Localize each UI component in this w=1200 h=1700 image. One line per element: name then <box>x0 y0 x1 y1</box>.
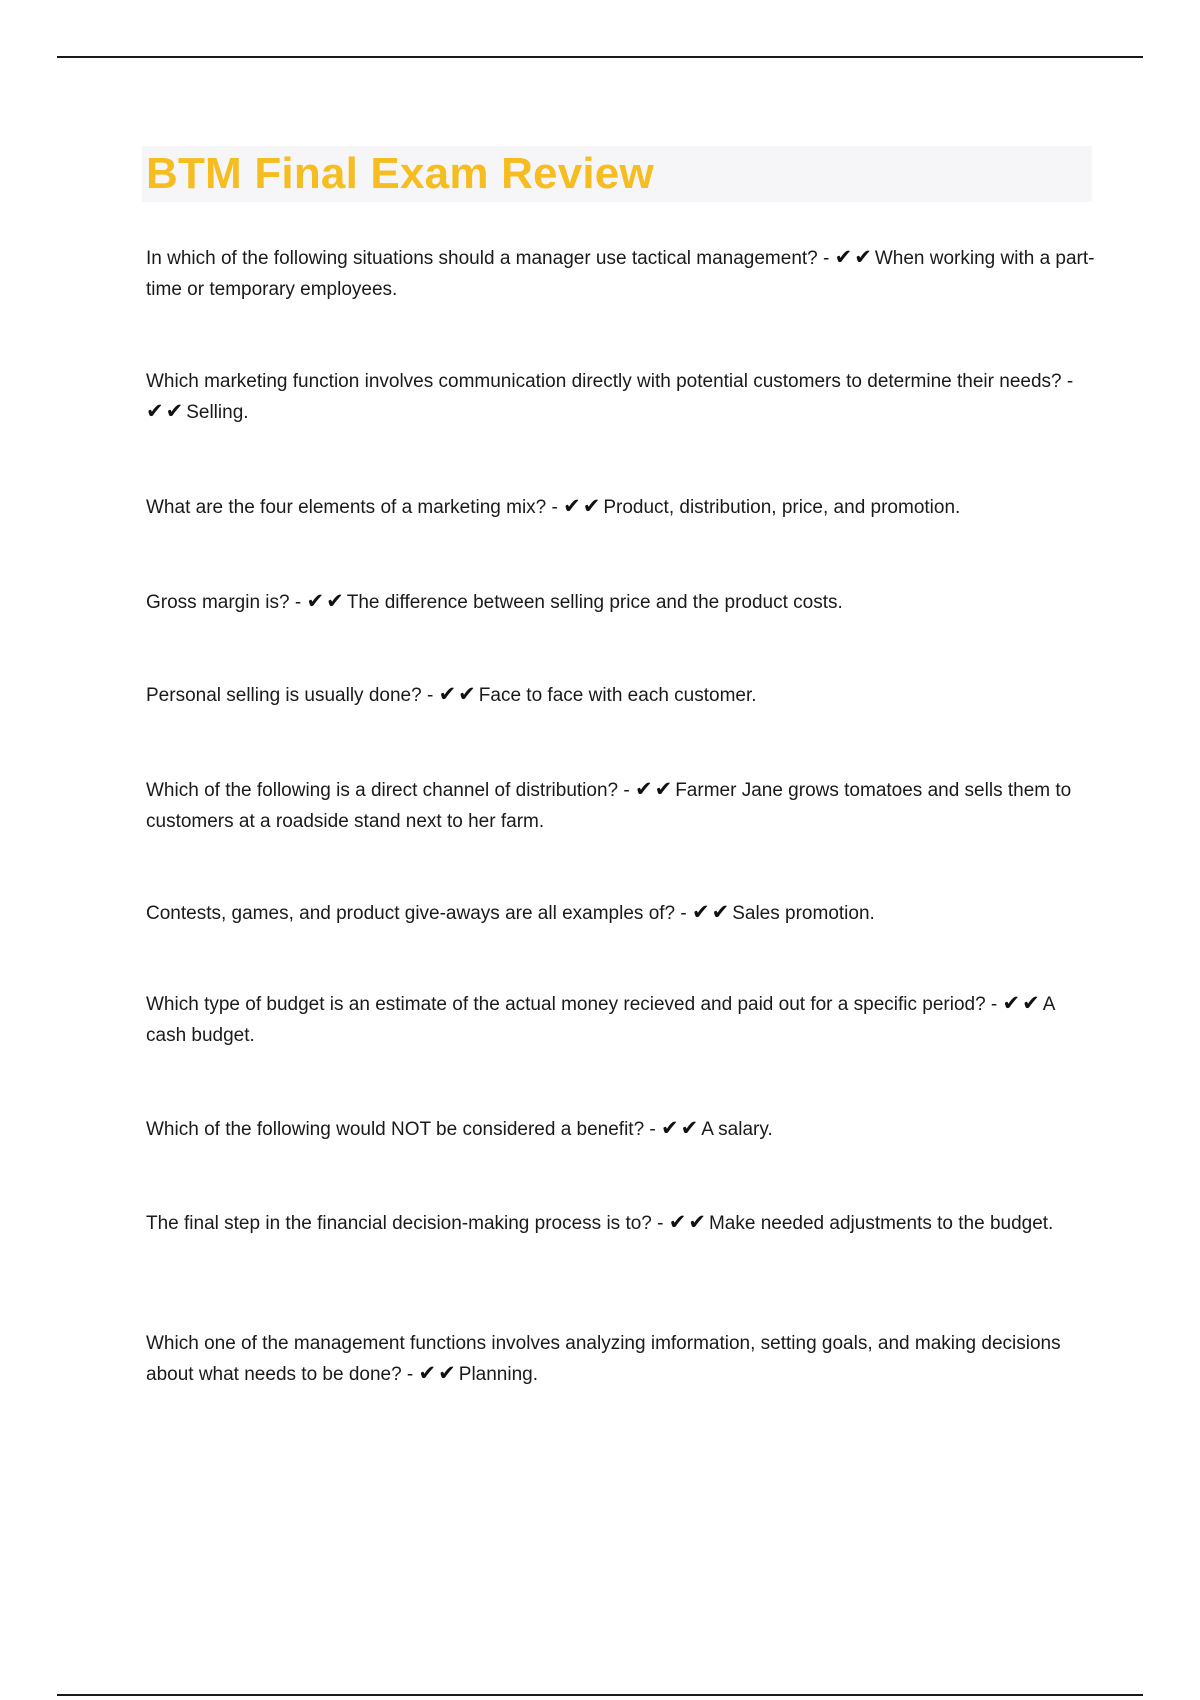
separator: - <box>675 903 692 924</box>
check-icon: ✔ <box>1002 991 1021 1015</box>
question-text: Which of the following is a direct channel of distribution? <box>146 780 619 801</box>
qa-item <box>146 587 1096 618</box>
check-icon: ✔ <box>438 1361 456 1385</box>
qa-item <box>146 1328 1096 1390</box>
question-text: Which one of the management functions involves analyzing imformation, setting goals, and making decisions about what needs to be done? <box>146 1333 1061 1385</box>
check-icon: ✔ <box>1022 991 1040 1015</box>
document-title: BTM Final Exam Review <box>146 149 654 198</box>
answer-text: Make needed adjustments to the budget. <box>708 1213 1054 1234</box>
question-text: Which type of budget is an estimate of the actual money recieved and paid out for a specific period? <box>146 994 986 1015</box>
separator: - <box>817 248 835 269</box>
separator: - <box>644 1119 662 1140</box>
check-icon: ✔ <box>306 589 325 613</box>
check-icon: ✔ <box>165 399 184 423</box>
check-icon: ✔ <box>326 589 344 613</box>
check-icon: ✔ <box>854 245 872 269</box>
answer-text: The difference between selling price and the product costs. <box>346 592 843 613</box>
check-icon: ✔ <box>418 1361 437 1385</box>
answer-text: When working with a part-time or temporary employees. <box>146 248 1095 300</box>
question-text: Which of the following would NOT be considered a benefit? <box>146 1119 645 1140</box>
answer-text: Product, distribution, price, and promotion. <box>603 497 961 518</box>
question-text: Which marketing function involves communication directly with potential customers to determine their needs? <box>146 371 1062 392</box>
qa-item <box>146 1114 1096 1145</box>
question-text: Gross margin is? <box>146 592 290 613</box>
qa-item <box>146 989 1096 1051</box>
answer-text: Face to face with each customer. <box>478 685 757 706</box>
question-text: In which of the following situations should a manager use tactical management? <box>146 248 818 269</box>
separator: - <box>421 685 439 706</box>
check-icon: ✔ <box>146 399 164 423</box>
qa-item <box>146 243 1096 305</box>
qa-item <box>146 492 1096 523</box>
check-icon: ✔ <box>654 777 673 801</box>
separator: - <box>546 497 564 518</box>
check-icon: ✔ <box>711 900 730 924</box>
check-icon: ✔ <box>582 494 601 518</box>
separator: - <box>401 1364 419 1385</box>
check-icon: ✔ <box>668 1210 687 1234</box>
question-text: Contests, games, and product give-aways are all examples of? <box>146 903 676 924</box>
bottom-rule <box>57 1694 1143 1696</box>
check-icon: ✔ <box>438 682 457 706</box>
qa-item <box>146 366 1096 428</box>
answer-text: Farmer Jane grows tomatoes and sells them to customers at a roadside stand next to her farm. <box>146 780 1072 832</box>
answer-text: A cash budget. <box>146 994 1055 1046</box>
top-rule <box>57 56 1143 58</box>
check-icon: ✔ <box>563 494 581 518</box>
question-text: Personal selling is usually done? <box>146 685 422 706</box>
separator: - <box>618 780 635 801</box>
answer-text: Planning. <box>458 1364 538 1385</box>
separator: - <box>1061 371 1074 392</box>
qa-item <box>146 898 1096 929</box>
check-icon: ✔ <box>661 1116 679 1140</box>
check-icon: ✔ <box>688 1210 706 1234</box>
separator: - <box>651 1213 669 1234</box>
check-icon: ✔ <box>834 245 853 269</box>
qa-item <box>146 680 1096 711</box>
check-icon: ✔ <box>458 682 476 706</box>
answer-text: A salary. <box>701 1119 773 1140</box>
separator: - <box>985 994 1003 1015</box>
answer-text: Selling. <box>186 402 249 423</box>
question-text: What are the four elements of a marketing mix? <box>146 497 547 518</box>
qa-item <box>146 1208 1096 1239</box>
question-text: The final step in the financial decision-making process is to? <box>146 1213 652 1234</box>
answer-text: Sales promotion. <box>732 903 875 924</box>
separator: - <box>289 592 307 613</box>
check-icon: ✔ <box>692 900 710 924</box>
check-icon: ✔ <box>680 1116 699 1140</box>
check-icon: ✔ <box>634 777 653 801</box>
qa-item <box>146 775 1096 837</box>
